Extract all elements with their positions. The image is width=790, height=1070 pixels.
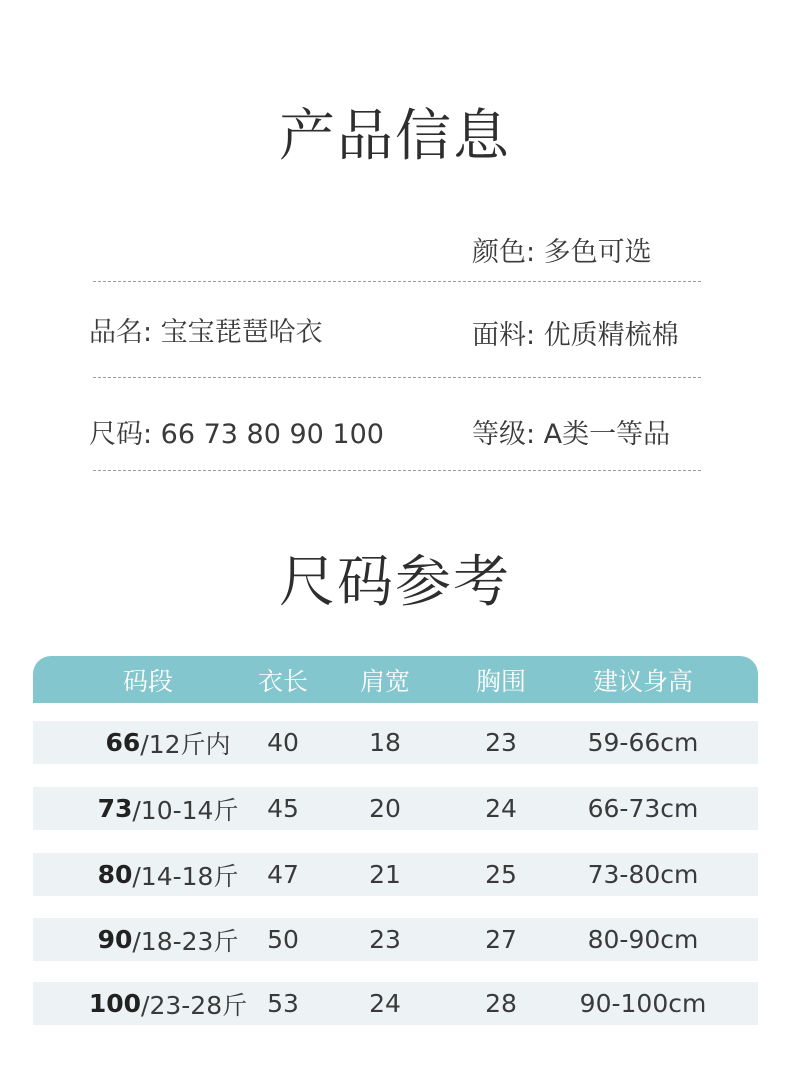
product-name-info: 品名: 宝宝琵琶哈衣 — [89, 317, 323, 348]
height-cell: 73-80cm — [587, 860, 699, 889]
grade-info: 等级: A类一等品 — [472, 419, 671, 450]
length-cell: 50 — [267, 925, 299, 954]
size-code: 66 — [105, 728, 141, 757]
length-cell: 53 — [267, 989, 299, 1018]
chest-cell: 23 — [485, 728, 517, 757]
chest-cell: 27 — [485, 925, 517, 954]
height-cell: 80-90cm — [587, 925, 699, 954]
table-row — [33, 787, 758, 830]
fabric-info: 面料: 优质精梳棉 — [472, 320, 679, 351]
table-row — [33, 853, 758, 896]
sizes-info: 尺码: 66 73 80 90 100 — [89, 419, 384, 450]
column-header-height: 建议身高 — [592, 666, 693, 696]
weight-range: /18-23斤 — [132, 926, 239, 956]
size-reference-title: 尺码参考 — [279, 550, 511, 615]
weight-range: /14-18斤 — [132, 861, 239, 891]
divider — [93, 470, 701, 471]
table-row — [33, 918, 758, 961]
column-header-chest: 胸围 — [475, 666, 526, 696]
weight-range: /10-14斤 — [132, 795, 239, 825]
size-code: 90 — [97, 925, 133, 954]
divider — [93, 377, 701, 378]
length-cell: 47 — [267, 860, 299, 889]
chest-cell: 25 — [485, 860, 517, 889]
shoulder-cell: 23 — [369, 925, 401, 954]
size-code: 100 — [88, 989, 142, 1018]
column-header-length: 衣长 — [257, 666, 308, 696]
weight-range: /23-28斤 — [141, 990, 248, 1020]
shoulder-cell: 20 — [369, 794, 401, 823]
size-code: 73 — [97, 794, 133, 823]
table-row — [33, 982, 758, 1025]
length-cell: 45 — [267, 794, 299, 823]
length-cell: 40 — [267, 728, 299, 757]
chest-cell: 28 — [485, 989, 517, 1018]
product-info-title: 产品信息 — [279, 104, 511, 169]
chest-cell: 24 — [485, 794, 517, 823]
color-info: 颜色: 多色可选 — [472, 237, 652, 268]
shoulder-cell: 21 — [369, 860, 401, 889]
shoulder-cell: 18 — [369, 728, 401, 757]
height-cell: 66-73cm — [587, 794, 699, 823]
shoulder-cell: 24 — [369, 989, 401, 1018]
column-header-code: 码段 — [122, 666, 173, 696]
table-row — [33, 721, 758, 764]
height-cell: 90-100cm — [579, 989, 707, 1018]
height-cell: 59-66cm — [587, 728, 699, 757]
size-code: 80 — [97, 860, 133, 889]
divider — [93, 281, 701, 282]
size-table-header — [33, 656, 758, 703]
weight-range: /12斤内 — [140, 729, 231, 759]
column-header-shoulder: 肩宽 — [359, 666, 410, 696]
